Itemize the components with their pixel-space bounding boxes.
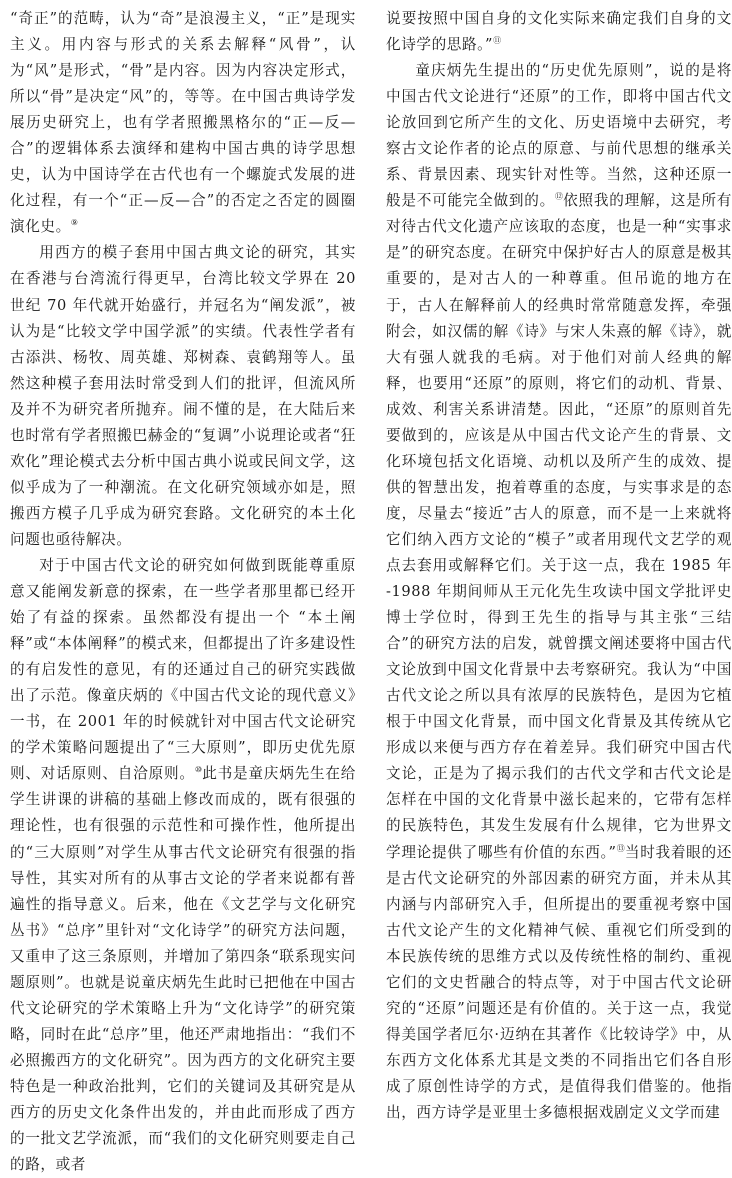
paragraph-text: 童庆炳先生提出的“历史优先原则”，说的是将中国古代文论进行“还原”的工作，即将中国古代文论放回到它所产生的文化、历史语境中去研究，考察古文论作者的论点的原意、与前代思想的继承关系、背景因素、现实针对性等。当然，这种还原一般是不可能完全做到的。: [386, 62, 732, 210]
paragraph: [10, 240, 356, 553]
footnote-marker: ⑬: [616, 843, 625, 853]
paragraph: [386, 6, 732, 58]
paragraph: [10, 6, 356, 240]
paragraph: [10, 553, 356, 1178]
paragraph: [386, 58, 732, 1126]
paragraph-text: 此书是童庆炳先生在给学生讲课的讲稿的基础上修改而成的，既有很强的理论性，也有很强的示范性和可操作性，他所提出的“三大原则”对学生从事古代文论研究有很强的指导性，其实对所有的从事古文论的学者来说都有普遍性的指导意义。后来，他在《文艺学与文化研究丛书》“总序”里针对“文化诗学”的研究方法问题，又重申了这三条原则，并增加了第四条“联系现实问题原则”。也就是说童庆炳先生此时已把他在中国古代文论研究的学术策略上升为“文化诗学”的研究策略，同时在此“总序”里，他还严肃地指出：“我们不必照搬西方的文化研究”。因为西方的文化研究主要特色是一种政治批判，它们的关键词及其研究是从西方的历史文化条件出发的，并由此而形成了西方的一批文艺学流派，而“我们的文化研究则要走自己的路，或者: [10, 765, 357, 1174]
footnote-marker: ⑩: [194, 765, 203, 775]
paragraph-text: “奇正”的范畴，认为“奇”是浪漫主义，“正”是现实主义。用内容与形式的关系去解释“风骨”，认为“风”是形式，“骨”是内容。因为内容决定形式，所以“骨”是决定“风”的，等等。在中国古典诗学发展历史研究上，也有学者照搬黑格尔的“正—反—合”的逻辑体系去演绎和建构中国古典的诗学思想史，认为中国诗学在古代也有一个螺旋式发展的进化过程，有一个“正—反—合”的否定之否定的圆圈演化史。: [10, 10, 356, 236]
paragraph-text: 用西方的模子套用中国古典文论的研究，其实在香港与台湾流行得更早，台湾比较文学界在 20 世纪 70 年代就开始盛行，并冠名为“阐发派”，被认为是“比较文学中国学派”的实绩。代表性学者有古添洪、杨牧、周英雄、郑树森、袁鹤翔等人。虽然这种模子套用法时常受到人们的批评，但流风所及并不为研究者所抛弃。闹不懂的是，在大陆后来也时常有学者照搬巴赫金的“复调”小说理论或者“狂欢化”理论模式去分析中国古典小说或民间文学，这似乎成为了一种潮流。在文化研究领域亦如是，照搬西方模子几乎成为研究套路。文化研究的本土化问题也亟待解决。: [10, 244, 356, 548]
footnote-marker: ⑨: [70, 218, 78, 228]
footnote-marker: ⑪: [493, 36, 502, 46]
paragraph-text: 说要按照中国自身的文化实际来确定我们自身的文化诗学的思路。”: [386, 10, 732, 54]
paragraph-text: 对于中国古代文论的研究如何做到既能尊重原意又能阐发新意的探索，在一些学者那里都已经开始了有益的探索。虽然都没有提出一个 “本土阐释”或“本体阐释”的模式来，但都提出了许多建设性的有启发性的意见，有的还通过自己的研究实践做出了示范。像童庆炳的《中国古代文论的现代意义》一书，在 2001 年的时候就针对中国古代文论研究的学术策略问题提出了“三大原则”，即历史优先原则、对话原则、自洽原则。: [10, 556, 356, 783]
right-column: [386, 6, 732, 1126]
footnote-marker: ⑫: [555, 192, 564, 202]
left-column: [10, 6, 356, 1178]
paragraph-text: 依照我的理解，这是所有对待古代文化遗产应该取的态度，也是一种“实事求是”的研究态度。在研究中保护好古人的原意是极其重要的，是对古人的一种尊重。但吊诡的地方在于，古人在解释前人的经典时常常随意发挥，牵强附会，如汉儒的解《诗》与宋人朱熹的解《诗》，就大有强人就我的毛病。对于他们对前人经典的解释，也要用“还原”的原则，将它们的动机、背景、成效、利害关系讲清楚。因此，“还原”的原则首先要做到的，应该是从中国古代文论产生的背景、文化环境包括文化语境、动机以及所产生的成效、提供的智慧出发，抱着尊重的态度，与实事求是的态度，尽量去“接近”古人的原意，而不是一上来就将它们纳入西方文论的“模子”或者用现代文艺学的观点去套用或解释它们。关于这一点，我在 1985 年 -1988 年期间师从王元化先生攻读中国文学批评史博士学位时，得到王先生的指导与其主张“三结合”的研究方法的启发，就曾撰文阐述要将中国古代文论放到中国文化背景中去考察研究。我认为“中国古代文论之所以具有浓厚的民族特色，是因为它植根于中国文化背景，而中国文化背景及其传统从它形成以来便与西方存在着差异。我们研究中国古代文论，正是为了揭示我们的古代文学和古代文论是怎样在中国的文化背景中滋长起来的，它带有怎样的民族特色，其发生发展有什么规律，它为世界文学理论提供了哪些有价值的东西。”: [386, 192, 732, 861]
paragraph-text: 当时我着眼的还是古代文论研究的外部因素的研究方面，并未从其内涵与内部研究入手，但所提出的要重视考察中国古代文论产生的文化精神气候、重视它们所受到的本民族传统的思维方式以及传统性格的制约、重视它们的文史哲融合的特点等，对于中国古代文论研究的“还原”问题还是有价值的。关于这一点，我觉得美国学者厄尔·迈纳在其著作《比较诗学》中，从东西方文化体系尤其是文类的不同指出它们各自形成了原创性诗学的方式，是值得我们借鉴的。他指出，西方诗学是亚里士多德根据戏剧定义文学而建: [386, 843, 732, 1121]
